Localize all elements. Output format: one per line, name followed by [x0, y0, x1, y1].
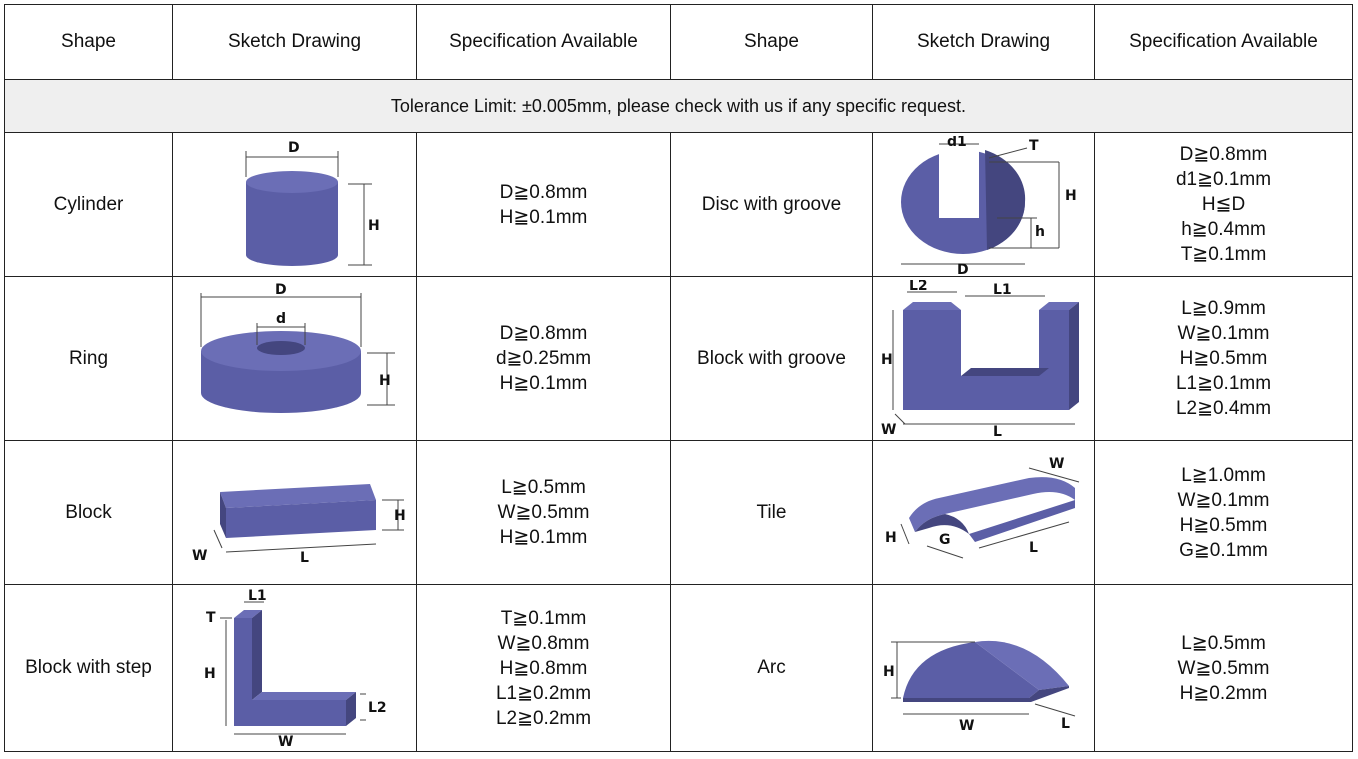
header-shape-2: Shape	[671, 5, 873, 80]
spec-line: H≧0.1mm	[499, 206, 588, 228]
label-t: T	[205, 610, 216, 626]
label-l: L	[299, 549, 309, 566]
spec-line: D≧0.8mm	[1179, 144, 1268, 165]
spec-line: H≦D	[1201, 194, 1246, 215]
spec-line: L≧1.0mm	[1181, 464, 1266, 486]
label-d-outer: D	[274, 282, 287, 298]
disc-with-groove-drawing	[879, 136, 1089, 274]
spec-line: L2≧0.2mm	[495, 707, 592, 729]
table-row	[5, 277, 1353, 441]
sketch-block-with-groove	[873, 277, 1095, 441]
spec-line: W≧0.5mm	[1177, 657, 1270, 679]
label-w: W	[1048, 455, 1064, 472]
specs-block-with-groove	[1095, 277, 1353, 441]
spec-line: W≧0.1mm	[1177, 489, 1270, 511]
label-l: L	[992, 423, 1002, 438]
sketch-arc	[873, 585, 1095, 752]
header-spec-2: Specification Available	[1095, 5, 1353, 80]
label-w: W	[958, 718, 974, 734]
spec-line: L1≧0.1mm	[1175, 373, 1272, 394]
shape-name-tile: Tile	[671, 441, 873, 585]
label-h-small: h	[1034, 223, 1045, 240]
shape-name-arc: Arc	[671, 585, 873, 752]
specs-cylinder	[417, 133, 671, 277]
header-sketch-2: Sketch Drawing	[873, 5, 1095, 80]
shape-name-block: Block	[5, 441, 173, 585]
spec-line: H≧0.5mm	[1179, 514, 1268, 536]
spec-line: T≧0.1mm	[500, 607, 587, 629]
sketch-block	[173, 441, 417, 585]
spec-line: L≧0.5mm	[1181, 632, 1266, 654]
spec-line: H≧0.2mm	[1179, 682, 1268, 704]
spec-line: W≧0.8mm	[497, 632, 590, 654]
spec-line: H≧0.8mm	[499, 657, 588, 679]
spec-line: L≧0.5mm	[501, 477, 586, 498]
spec-line: h≧0.4mm	[1181, 219, 1266, 240]
label-l2: L2	[908, 279, 928, 294]
shape-name-block-with-groove: Block with groove	[671, 277, 873, 441]
sketch-block-with-step	[173, 585, 417, 752]
spec-line: W≧0.1mm	[1177, 323, 1270, 344]
spec-line: d1≧0.1mm	[1175, 169, 1272, 190]
label-l1: L1	[247, 588, 267, 604]
shape-name-block-with-step: Block with step	[5, 585, 173, 752]
specs-disc-with-groove	[1095, 133, 1353, 277]
label-d1: d1	[946, 135, 967, 150]
label-l2: L2	[367, 700, 387, 716]
label-h: H	[884, 529, 897, 546]
specs-ring	[417, 277, 671, 441]
header-sketch: Sketch Drawing	[173, 5, 417, 80]
header-shape: Shape	[5, 5, 173, 80]
sketch-tile	[873, 441, 1095, 585]
table-row	[5, 441, 1353, 585]
sketch-cylinder	[173, 133, 417, 277]
label-h: H	[393, 507, 406, 524]
label-h: H	[378, 373, 391, 389]
label-t: T	[1028, 137, 1039, 154]
label-d: D	[287, 140, 300, 156]
header-row	[5, 5, 1353, 80]
sketch-ring	[173, 277, 417, 441]
specs-tile	[1095, 441, 1353, 585]
shape-name-ring: Ring	[5, 277, 173, 441]
spec-table	[4, 4, 1353, 752]
block-with-step-drawing	[190, 588, 400, 748]
spec-line: T≧0.1mm	[1180, 244, 1267, 265]
label-l1: L1	[992, 281, 1012, 298]
spec-line: W≧0.5mm	[497, 502, 590, 523]
spec-line: D≧0.8mm	[499, 323, 588, 344]
label-h: H	[880, 351, 893, 368]
spec-line: H≧0.1mm	[499, 373, 588, 394]
label-h: H	[367, 218, 380, 234]
spec-line: D≧0.8mm	[499, 181, 588, 203]
label-w: W	[277, 734, 293, 748]
label-h-big: H	[1064, 187, 1077, 204]
table-row	[5, 133, 1353, 277]
header-spec: Specification Available	[417, 5, 671, 80]
shape-name-cylinder: Cylinder	[5, 133, 173, 277]
table-row	[5, 585, 1353, 752]
spec-line: L1≧0.2mm	[495, 682, 592, 704]
label-d: D	[956, 261, 969, 274]
label-w: W	[880, 421, 896, 438]
sketch-disc-with-groove	[873, 133, 1095, 277]
arc-drawing	[879, 598, 1089, 738]
spec-line: H≧0.1mm	[499, 527, 588, 548]
specs-block-with-step	[417, 585, 671, 752]
specs-block	[417, 441, 671, 585]
tile-drawing	[879, 448, 1089, 578]
shape-name-disc-with-groove: Disc with groove	[671, 133, 873, 277]
specs-arc	[1095, 585, 1353, 752]
cylinder-drawing	[200, 137, 390, 272]
block-with-groove-drawing	[879, 280, 1089, 438]
spec-line: L2≧0.4mm	[1175, 398, 1272, 419]
label-h: H	[882, 664, 895, 680]
label-w: W	[191, 547, 207, 564]
label-h: H	[203, 666, 216, 682]
label-l: L	[1060, 716, 1070, 732]
ring-drawing	[185, 281, 405, 436]
block-drawing	[180, 448, 410, 578]
spec-line: H≧0.5mm	[1179, 348, 1268, 369]
label-d-inner: d	[275, 311, 286, 327]
label-g: G	[938, 531, 950, 548]
spec-line: L≧0.9mm	[1181, 298, 1266, 319]
note-row	[5, 80, 1353, 133]
tolerance-note: Tolerance Limit: ±0.005mm, please check with us if any specific request.	[5, 80, 1353, 133]
label-l: L	[1028, 539, 1038, 556]
spec-line: G≧0.1mm	[1179, 539, 1268, 561]
spec-line: d≧0.25mm	[495, 348, 592, 369]
